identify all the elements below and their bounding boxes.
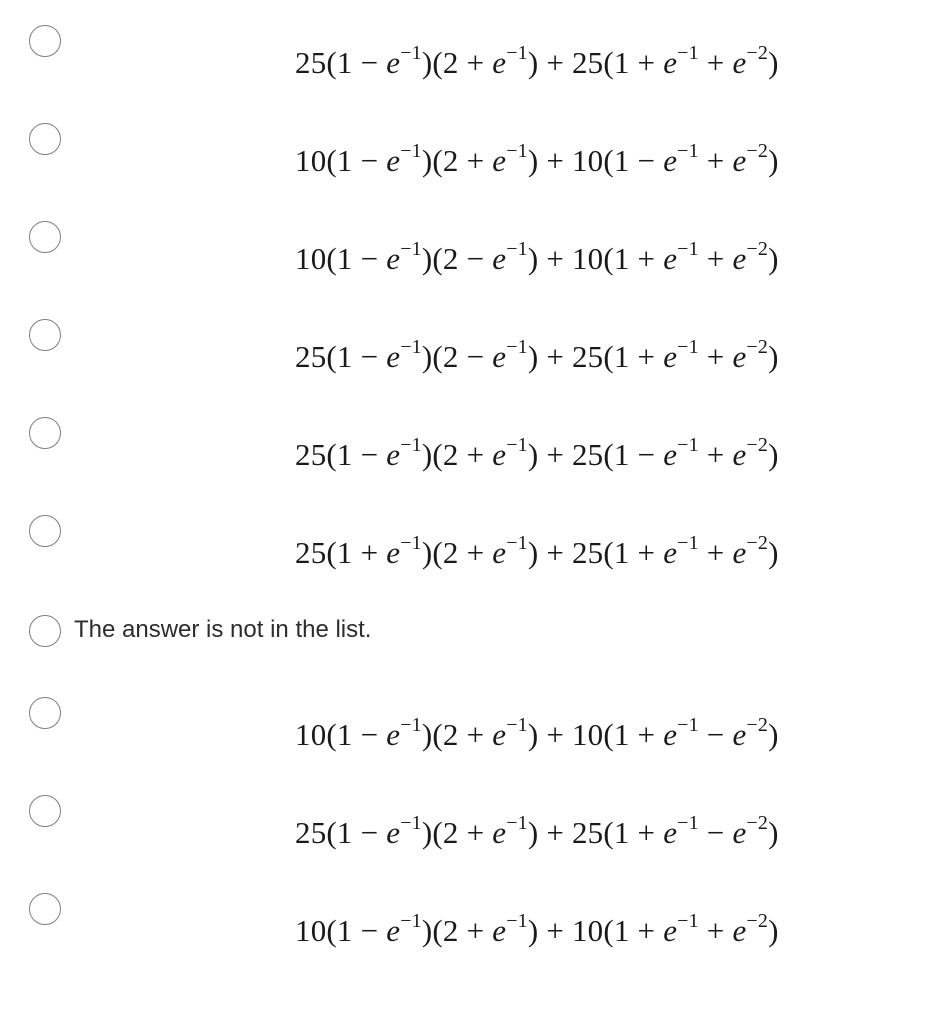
answer-option[interactable] bbox=[0, 123, 950, 183]
radio-button[interactable] bbox=[29, 417, 61, 449]
radio-button[interactable] bbox=[29, 123, 61, 155]
answer-option[interactable] bbox=[0, 893, 950, 953]
answer-option[interactable] bbox=[0, 515, 950, 575]
radio-button[interactable] bbox=[29, 615, 61, 647]
answer-option[interactable] bbox=[0, 221, 950, 281]
option-formula: $25(1 + e^{-1})(2 + e^{-1}) + 25(1 + e^{-1} + e^{-2})$ bbox=[295, 531, 779, 570]
option-formula: $10(1 - e^{-1})(2 + e^{-1}) + 10(1 + e^{-1} + e^{-2})$ bbox=[295, 909, 779, 948]
option-formula: $10(1 - e^{-1})(2 + e^{-1}) + 10(1 - e^{-1} + e^{-2})$ bbox=[295, 139, 779, 178]
option-formula: $25(1 - e^{-1})(2 - e^{-1}) + 25(1 + e^{-1} + e^{-2})$ bbox=[295, 335, 779, 374]
radio-button[interactable] bbox=[29, 893, 61, 925]
option-formula: $25(1 - e^{-1})(2 + e^{-1}) + 25(1 + e^{-1} - e^{-2})$ bbox=[295, 811, 779, 850]
radio-button[interactable] bbox=[29, 697, 61, 729]
option-label: The answer is not in the list. bbox=[74, 616, 372, 643]
answer-option[interactable] bbox=[0, 25, 950, 85]
answer-option[interactable] bbox=[0, 697, 950, 757]
option-formula: $10(1 - e^{-1})(2 - e^{-1}) + 10(1 + e^{-1} + e^{-2})$ bbox=[295, 237, 779, 276]
option-formula: $10(1 - e^{-1})(2 + e^{-1}) + 10(1 + e^{-1} - e^{-2})$ bbox=[295, 713, 779, 752]
answer-option[interactable] bbox=[0, 795, 950, 855]
radio-button[interactable] bbox=[29, 795, 61, 827]
radio-button[interactable] bbox=[29, 319, 61, 351]
radio-button[interactable] bbox=[29, 221, 61, 253]
answer-option[interactable] bbox=[0, 417, 950, 477]
answer-option[interactable] bbox=[0, 319, 950, 379]
option-formula: $25(1 - e^{-1})(2 + e^{-1}) + 25(1 + e^{-1} + e^{-2})$ bbox=[295, 41, 779, 80]
option-formula: $25(1 - e^{-1})(2 + e^{-1}) + 25(1 - e^{-1} + e^{-2})$ bbox=[295, 433, 779, 472]
answer-option[interactable] bbox=[0, 613, 950, 673]
radio-button[interactable] bbox=[29, 25, 61, 57]
radio-button[interactable] bbox=[29, 515, 61, 547]
